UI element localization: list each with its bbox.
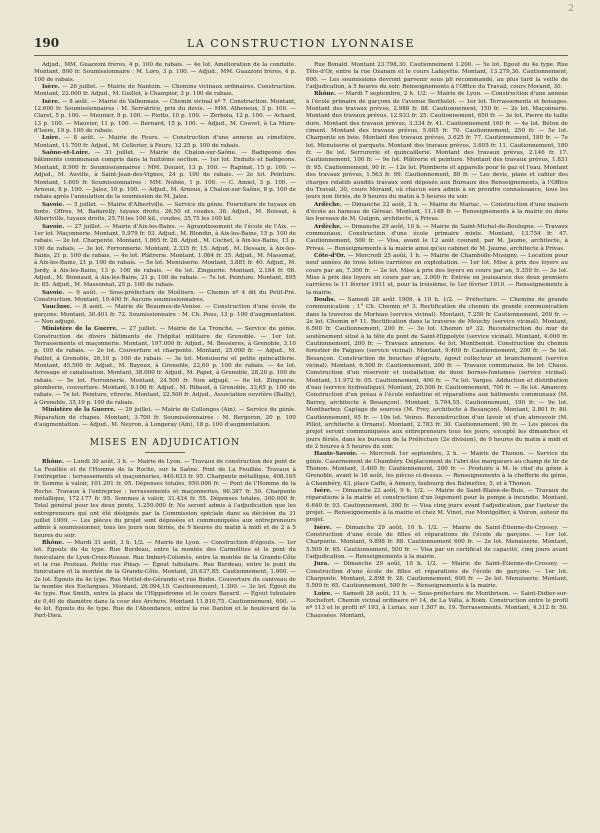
notice-region: Rhône. — [42, 459, 65, 466]
notice-region: Saône-et-Loire. — [42, 150, 91, 157]
notice-text: Adjud., MM. Guazzoni frères, 4 p. 100 de rabais. — 4e lot. Amélioration de la conduite. Montant, 800 fr. Soumissionnaire : M. Loro, 3 p. 100. — Adjud., MM. Guazzoni frères, 4 p. 100 de rabais. — [34, 62, 296, 83]
notice-entry — [34, 540, 296, 621]
notice-date: — Mercredi 25 août, 1 h. — — [347, 252, 429, 259]
notice-date: — 5 juillet. — — [66, 201, 106, 208]
notice-date: — Mercredi 1er septembre, 2 h. — — [360, 451, 468, 458]
page-header — [34, 36, 568, 52]
left-column — [34, 62, 296, 822]
journal-title: LA CONSTRUCTION LYONNAISE — [187, 37, 415, 50]
notice-date: — Samedi 28 août, 11 h. — — [334, 590, 416, 597]
notice-entry — [34, 304, 296, 326]
notice-entry — [306, 224, 568, 253]
notice-entry — [34, 224, 296, 290]
right-column — [306, 62, 568, 822]
notice-date: — 29 juillet. — — [117, 407, 160, 414]
notice-text: Mairie de Lyon. — Construction d'égouts. — 1er lot. Égouts du 4e type. Rue Burdeau, entre la montée des Carmélites et le pont du funiculaire de Lyon-Croix-Rousse. Rue Imbert-Colomès, entre la montée de la Grande-Côte et la rue Pouteau. Petite rue Pinay. — Égout tubulaire. Rue Burdeau, entre le pont du funiculaire et la montée de la Grande-Côte. Montant, 20.637,85. Cautionnement, 1.000. — 2e lot. Égouts du 4e type. Rue Mottet-de-Gérando et rue Bodin. Couverture du caniveau de la montée des Esclargues. Montant, 26.094,10. Cautionnement, 1.300. — 3e lot. Égout du 4e type. Rue Smith, entre la place de l'Hippodrome et le cours Bayard. — Égout tubulaire de 0,40 de diamètre dans la cour des Archers. Montant 11.810,75. Cautionnement, 600. — 4e lot. Égouts du 4e type. Rue de l'Abondance, entre la rue Danton et le boulevard de la Part-Dieu. — [34, 539, 296, 620]
notice-region: Loire. — [42, 135, 61, 142]
notice-date: — 9 août. — — [67, 289, 107, 296]
notice-entry — [306, 91, 568, 201]
notice-entry — [306, 62, 568, 91]
notice-entry — [306, 561, 568, 590]
notice-entry — [306, 253, 568, 297]
section-title: MISES EN ADJUDICATION — [34, 438, 296, 453]
notice-text: Mairie de Feurs. — Construction d'une annexe au cimetière. Montant, 11.700 fr. Adjud., M. Cellerier, à Feurs, 12.25 p. 100 de rabais. — [34, 135, 296, 149]
notice-entry — [34, 202, 296, 224]
notice-date: — Dimanche 22 août, 2 h. — — [343, 201, 428, 208]
notice-text: Mairie de Mariac. — Construction d'une maison d'école au hameau de Géreac. Montant, 11.148 fr. — Renseignements à la mairie ou dans les bureaux de M. Guigon, architecte, à Privas. — [306, 201, 568, 223]
notice-region: Isère. — [314, 487, 332, 494]
notice-date: — Mardi 31 août, 3 h. 1/2. — — [66, 539, 153, 546]
notice-region: Côte-d'Or. — [314, 252, 346, 259]
notice-text: Sous-préfecture de Moûtiers. — Chemin nº 4 dit du Petit-Pré. Construction. Montant, 19.400 fr. Aucuns soumissionnaires. — [34, 289, 296, 303]
notice-date: — Mardi 7 septembre, 2 h. 1/2. — — [337, 91, 436, 98]
notice-text: Mairie de Lyon. — Travaux de construction des pont de La Feuillée et de l'Homme de la Roche, sur la Saône. Pont de La Feuillée. Travaux à l'entreprise : terrassements et maçonneries, 440.633 fr. 95. Charpente métallique, 408.165 fr. Somme à valoir, 101.201 fr. 05. Dépenses totales, 950.000 fr. — Pont de l'Homme de la Roche. Travaux à l'entreprise : terrassements et maçonneries, 96.387 fr. 50. Charpente métallique, 172.177 fr. 95. Sommes à valoir, 31.434 fr. 55. Dépenses totales, 300.000 fr. Total général pour les deux ponts, 1.250.000 fr. Ne seront admis à l'adjudication que les entrepreneurs qui ont été désignés par la Commission spéciale dans sa décision du 31 juillet 1909. — Les pièces du projet sont déposées et communiquées aux entrepreneurs admis à soumissionner, tous les jours non fériés, de 9 heures du matin à midi et de 2 à 5 heures du soir. — [34, 459, 296, 539]
notice-entry — [34, 407, 296, 429]
notice-region: Ardèche. — [314, 223, 342, 230]
notice-text: Mairie d'Aix-les-Bains. — Agrandissement de l'école de l'Aix. — 1er lot. Maçonnerie. Montant, 5.979 fr. 03. Adjud., M. Blondin, à Aix-les-Bains, 15 p. 100 de rabais. — 2e lot. Charpente. Montant, 1.865 fr. 28. Adjud., M. Cochet, à Aix-les-Bains, 13 p. 100 de rabais. — 3e lot. Ferronnerie. Montant, 2.335 fr. 15. Adjud., M. Dessaix, à Aix-les-Bains, 21 p. 100 de rabais. — 4e lot. Plâtrerie. Montant, 1.084 fr. 35. Adjud., M. Massonat, à Aix-les-Bains, 21 p. 100 de rabais. — 5e lot. Menuiserie. Montant, 3.881 fr. 40. Adjud., M. Jordy, à Aix-les-Bains, 13 p. 100 de rabais. — 6e lot. Zinguerie. Montant, 2.184 fr. 08. Adjud., M. Bonnaud, à Aix-les-Bains, 21 p. 100 de rabais. — 7e lot. Peinture. Montant, 895 fr. 85. Adjud., M. Massonnat, 25 p. 100 de rabais. — [34, 223, 296, 289]
notice-region: Rhône. — [314, 91, 337, 98]
notice-text: Sous-préfecture de Montbrison. — Saint-Didier-sur-Rochefort. Chemin vicinal ordinaire nº 14, de La Valla, à Boën. Construction entre le profil nº 113 et le profil nº 193, à Lurias, sur 1.507 m. 19. Terrassements. Montant, 4.312 fr. 50. Chaussées. Montant, — [306, 590, 568, 619]
notice-region: Jura. — [314, 561, 330, 568]
notice-region: Rhône. — [42, 539, 65, 546]
notice-region: Ardèche. — [314, 201, 342, 208]
notice-entry — [306, 591, 568, 620]
notice-text: Mairie de Chalon-sur-Saône. — Badigeone des bâtiments communaux compris dans la huitième section. — 1er lot. Enduits et badigeons. Montant, 8.900 fr. Soumissionnaires : MM. Douzet, 13 p. 100. — Rapinat, 15 p. 100. — Adjud., M. Auville, à Saint-Jean-des-Vignes, 24 p. 100 de rabais. — 2e lot. Peinture. Montant, 1.600 fr. Soumissionnaires : MM. Nobée, 1 p. 100. — C. Amiet, 3 p. 100. — Arnoux, 8 p. 100. — Jaloz, 10 p. 100. — Adjud., M. Arnoux, à Chalon-sur-Saône, 8 p. 100 de rabais après l'annulation de la soumission de M. Jaloz. — [34, 150, 296, 201]
notice-entry — [34, 290, 296, 305]
notice-region: Ministère de la Guerre. — [42, 326, 118, 333]
notice-date: — 8 août. — — [64, 135, 105, 142]
notice-region: Savoie. — [42, 289, 65, 296]
header-rule — [34, 55, 568, 56]
notice-region: Savoie. — [42, 223, 65, 230]
notice-text: Mairie de La Tronche. — Service du génie. Construction de divers bâtiments de l'hôpital militaire de Grenoble. — 1er lot. Terrassements et maçonnerie. Montant, 197.000 fr. Adjud., M. Bessieres, à Grenoble, 3,10 p. 100 de rabais. — 2e lot. Couverture et charpente. Montant, 25.000 fr. — Adjud., M. Paillet, à Grenoble, 26,10 p. 100 de rabais. — 3e lot. Menuiserie et petite quincaillerie. Montant, 45.500 fr. Adjud., M. Bayoux, à Grenoble, 22,60 p. 100 de rabais. — 4e lot. Arrosage et canalisation. Montant, 38.000 fr. Adjud., M. Papet, à Grenoble, 28,20 p. 100 de rabais. — 5e lot. Ferronnerie. Montant, 24.500 fr. Non adjugé. — 6e lot. Zinguerie, plomberie, couverture. Montant, 9.100 fr. Adjud., M. Ribaud, à Grenoble, 33,65 p. 100 de rabais. — 7e lot. Peinture, vitrerie. Montant, 22.500 fr. Adjud., Association ouvrière (Bailly), à Grenoble, 35,10 p. 100 de rabais. — [34, 326, 296, 406]
notice-text: Mairie d'Albertville. — Service du génie. Fourniture de tuyaux en fonte. Offres, M. Badarelly, tuyaux droits, 26,50 et coudes, 36. Adjud., M. Boissat, à Albertville, tuyaux droits, 25,70 les 100 kil., coudes, 35,75 les 100 kil. — [34, 201, 296, 223]
notice-region: Doubs. — [314, 297, 336, 303]
notice-date: — 26 juillet. — — [62, 84, 105, 91]
notice-entry — [306, 488, 568, 525]
notice-date: — 27 juillet. — — [120, 326, 166, 333]
notice-region: Isère. — [314, 524, 332, 531]
notice-region: Vaucluse. — [42, 304, 72, 311]
notice-date: — Samedi 28 août 1909, à 10 h. 1/2. — — [338, 297, 463, 303]
notice-entry — [306, 451, 568, 488]
notice-text: Mairie de Saint-Étienne-de-Crossey. — Construction d'une école de filles et réparations de l'école de garçons. — 1er lot. Charpente. Montant, 9.898 fr. 88. Cautionnement 600 fr. — 2e lot. Menuiserie. Montant, 5.509 fr. 65. Cautionnement, 500 fr. — Visa par un certificat de capacité, cinq jours avant l'adjudication. — Renseignements à la mairie. — [306, 524, 568, 561]
notice-entry — [34, 62, 296, 84]
notice-entry — [34, 459, 296, 540]
notice-text: Mairie de Lyon. — Construction d'une annexe à l'école primaire de garçons de l'avenue Berthelot. — 1er lot. Terrassements et boisages. Montant des travaux prévus, 2.988 fr. 88. Cautionnement, 150 fr. — 2e lot. Maçonnerie. Montant des travaux prévus, 12.933 fr. 25. Cautionnement, 650 fr. — 3e lot. Pierre de taille dure. Montant des travaux prévus, 3.334 fr. 41. Cautionnement 160 fr. — 4e lot. Béton de ciment. Montant des travaux prévus, 5.005 fr. 70. Cautionnement, 250 fr. — 5e lot. Charpente en bois. Montant des travaux prévus, 3.625 fr. 77. Cautionnement, 180 fr. — 7e lot. Menuiserie et parquets. Montant des travaux prévus, 3.605 fr. 11. Cautionnement, 180 fr. — 8e lot. Serrurerie et quincaillerie. Montant des travaux prévus, 2.146 fr. 17. Cautionnement, 100 fr. — 9e lot. Plâtrerie et peinture. Montant des travaux prévus, 1.831 fr. 95. Cautionnement, 90 fr. — 12e lot. Plomberie et appareils pour le gaz et l'eau. Montant des travaux prévus, 1.563 fr. 09. Cautionnement, 80 fr. — Les devis, plans et cahier des charges relatifs auxdits travaux sont déposés aux Bureaux des Renseignements, à l'Office du Travail, 30, cours Morand, où chacun sera admis à en prendre connaissance, tous les jours non fériés, de 9 heures du matin à 5 heures du soir. — [306, 91, 568, 201]
notice-text: Mairie de Chambolle-Musigny. — Location pour neuf années de trois loties carrières en exploitation. — 1er lot. Mise à prix des loyers au cours par an, 7.300 fr. — 2e lot. Mise à prix des loyers en cours par an, 5.350 fr. — 3e lot. Mise à prix des loyers en cours par an, 3.000 fr. Entrée en jouissance des deux premiers carrières le 11 février 1911 et, pour la troisième, le 1er février 1910. — Renseignements à la mairie. — [306, 252, 568, 296]
notice-text: Rue Bonald. Montant 23.798,30. Cautionnement 1.200. — 5e lot. Égout du 4e type. Rue Tête-d'Or, entre la rue Ozanam et le cours Lafayette. Montant, 13.279,30. Cautionnement, 600. — Les soumissions devront parvenir sous pli recommandé, au plus tard la veille de l'adjudication, à 5 heures du soir. Renseignements à l'Office du Travail, cours Morand, 30. — [306, 62, 568, 91]
notice-text: Mairie de Saint-Blaise-de-Buis. — Travaux de réparations à la mairie et construction d'un logement pour la pompe à incendie. Montant, 6.640 fr. 93. Cautionnement, 300 fr. — Visa cinq jours avant l'adjudication, par l'auteur du projet. — Renseignements à la mairie et chez M. Vinot, rue Montgolfier, à Voiron, auteur du projet. — [306, 487, 568, 524]
notice-region: Loire. — [314, 590, 333, 597]
notice-date: — Dimanche 22 août, 9 h. 1/2. — — [334, 487, 434, 494]
notice-text: Mairie de Saint-Étienne-de-Crossey. — Construction d'une école de filles et réparations de l'école de garçons. — 1er lot. Charpente. Montant, 2.898 fr. 28. Cautionnement, 600 fr. — 2e lot. Menuiserie. Montant, 5.509 fr. 65. Cautionnement, 500 fr. — Renseignements à la mairie. — [306, 561, 568, 590]
notice-region: Ministère de la Guerre. — [42, 407, 116, 414]
notice-text: Préfecture. — Chemins de grande communication : 1° Ch. Chemin nº 3. Rectification du chemin de grande communication dans la traverse de Morteau (service vicinal). Montant, 7.250 fr. Cautionnement, 200 fr. — 2e lot. Chemin nº 11. Rectification dans la traverse de Mouchy (service vicinal). Montant, 6.500 fr. Cautionnement, 200 fr. — 3e lot. Chemin nº 32. Reconstruction du mur de soutènement situé à la tête du pont de Saint-Hippolyte (service vicinal). Montant, 4.000 fr. Cautionnement, 200 fr. — Travaux annexes. 4e lot. Montbenoit. Construction du chemin forestier de Falgues (service vicinal). Montant, 9.400 fr. Cautionnement, 200 fr. — 5e lot. Besançon. Construction de bouches d'égouts, égout collecteur et branchement (service vicinal). Montant, 6.500 fr. Cautionnement, 200 fr. — Travaux communaux. 6e lot. Chaux. Construction d'un réservoir et installation de deux bornes-fontaines (service vicinal). Montant, 11.972 fr. 05. Cautionnement, 400 fr. — 7e lot. Varges. Adduction et distribution d'eau (service hydraulique). Montant, 20.500 fr. Cautionnement, 700 fr. — 8e lot. Amancey. Construction d'un préau à l'école enfantine et réparations aux bâtiments communaux (M. Barrey, architecte à Besançon). Montant, 5.704,55. Cautionnement, 190 fr. — 9e lot. Montbarbey. Captage de sources (M. Frey, architecte à Besançon). Montant, 2.801 fr. 80. Cautionnement, 95 fr. — 10e lot. Voires. Reconstruction d'un lavoir et d'un abreuvoir (M. Pillot, architecte à Ornans). Montant, 2.783 fr. 30. Cautionnement, 90 fr. — Les pièces du projet seront communiquées aux entrepreneurs tous les jours, excepté les dimanches et jours fériés, dans les bureaux de la Préfecture (2e division), de 9 heures du matin à midi et de 2 heures à 5 heures du soir. — [306, 297, 568, 450]
notice-entry — [306, 525, 568, 562]
notice-text: Mairie de Collonges (Ain). — Service du génie. Réparation de chapes. Montant, 3.700 fr. Soumissionnaires : M. Bergeron, 20 p. 100 d'augmentation. — Adjud., M. Neyron, à Longeray (Ain), 18 p. 100 d'augmentation. — [34, 407, 296, 428]
notice-entry — [306, 297, 568, 451]
corner-mark: 2 — [568, 4, 574, 14]
notice-date: — Dimanche 29 août, 10 h. 1/2. — — [335, 524, 449, 531]
notice-text: Mairie de Nantoin. — Chemins vicinaux ordinaires. Construction. Montant, 22.000 fr. Adjud., M. Guillot, à Champier, 3 p. 100 de rabais. — [34, 84, 296, 98]
notice-date: — 27 juillet. — — [66, 223, 110, 230]
notice-date: — 8 août. — — [74, 304, 113, 311]
notice-date: — Lundi 30 août, 3 h. — — [65, 459, 136, 466]
notice-date: — Dimanche 29 août, 10 h. — — [343, 223, 429, 230]
notice-entry — [34, 326, 296, 407]
notice-text: Mairie de Valbonnais. — Chemin vicinal nº 7. Construction. Montant, 12.600 fr. Soumissionnaires : M. Serratrice, prix du devis. — MM. Athenoux, 3 p. 100. — Claret, 5 p. 100. — Meunier, 8 p. 100. — Piotto, 10 p. 100. — Zerbola, 12 p. 100. — Achard, 13 p. 100. — Mauvier, 11 p. 100. — Bernard, 15 p. 100. — Adjud., M. Couvet, à La Mure-d'Isère, 19 p. 100 de rabais. — [34, 98, 296, 135]
notice-entry — [34, 99, 296, 136]
notice-date: — 31 juillet. — — [94, 150, 146, 157]
notice-entry — [34, 135, 296, 150]
notice-region: Isère. — [42, 98, 60, 105]
notice-date: — 8 août. — — [61, 98, 97, 105]
page-number: 190 — [34, 36, 60, 50]
notice-region: Savoie. — [42, 201, 65, 208]
notice-text: Mairie de Saint-Michel-de-Boulogne. — Travaux communaux. Construction d'une école primaire mixte. Montant, 13.754 fr. 47. Cautionnement, 500 fr. — Visa, avant le 12 août courant, par M. Jaume, architecte, à Privas. — Renseignements à la mairie ainsi qu'au cabinet de M. Jaume, architecte à Privas. — [306, 223, 568, 252]
notice-region: Isère. — [42, 84, 60, 91]
notice-date: — Dimanche 29 août, 10 h. 1/2. — — [333, 561, 448, 568]
notice-region: Haute-Savoie. — [314, 451, 358, 458]
notice-text: Mairie de Beaumes-de-Venise. — Construction d'une école de garçons. Montant, 30.401 fr. 72. Soumissionnaire : M. Ch. Pous, 13 p. 100 d'augmentation. — Non adjugé. — [34, 304, 296, 326]
notice-entry — [306, 202, 568, 224]
notice-text: Mairie de Thonon. — Service du génie. Casernement de Chambéry. Déplacement de l'abri des marqueurs au champ de tir de Thonon. Montant, 3.400 fr. Cautionnement, 200 fr. — Produire à M. le chef du génie à Grenoble, avant le 16 août, les pièces ci-dessus. — Renseignements à la chefferie du génie, à Chambéry, 43, place Caffe, à Annecy, faubourg des Balmettes, 5, et à Thonon. — [306, 451, 568, 487]
notice-entry — [34, 150, 296, 201]
notice-entry — [34, 84, 296, 99]
